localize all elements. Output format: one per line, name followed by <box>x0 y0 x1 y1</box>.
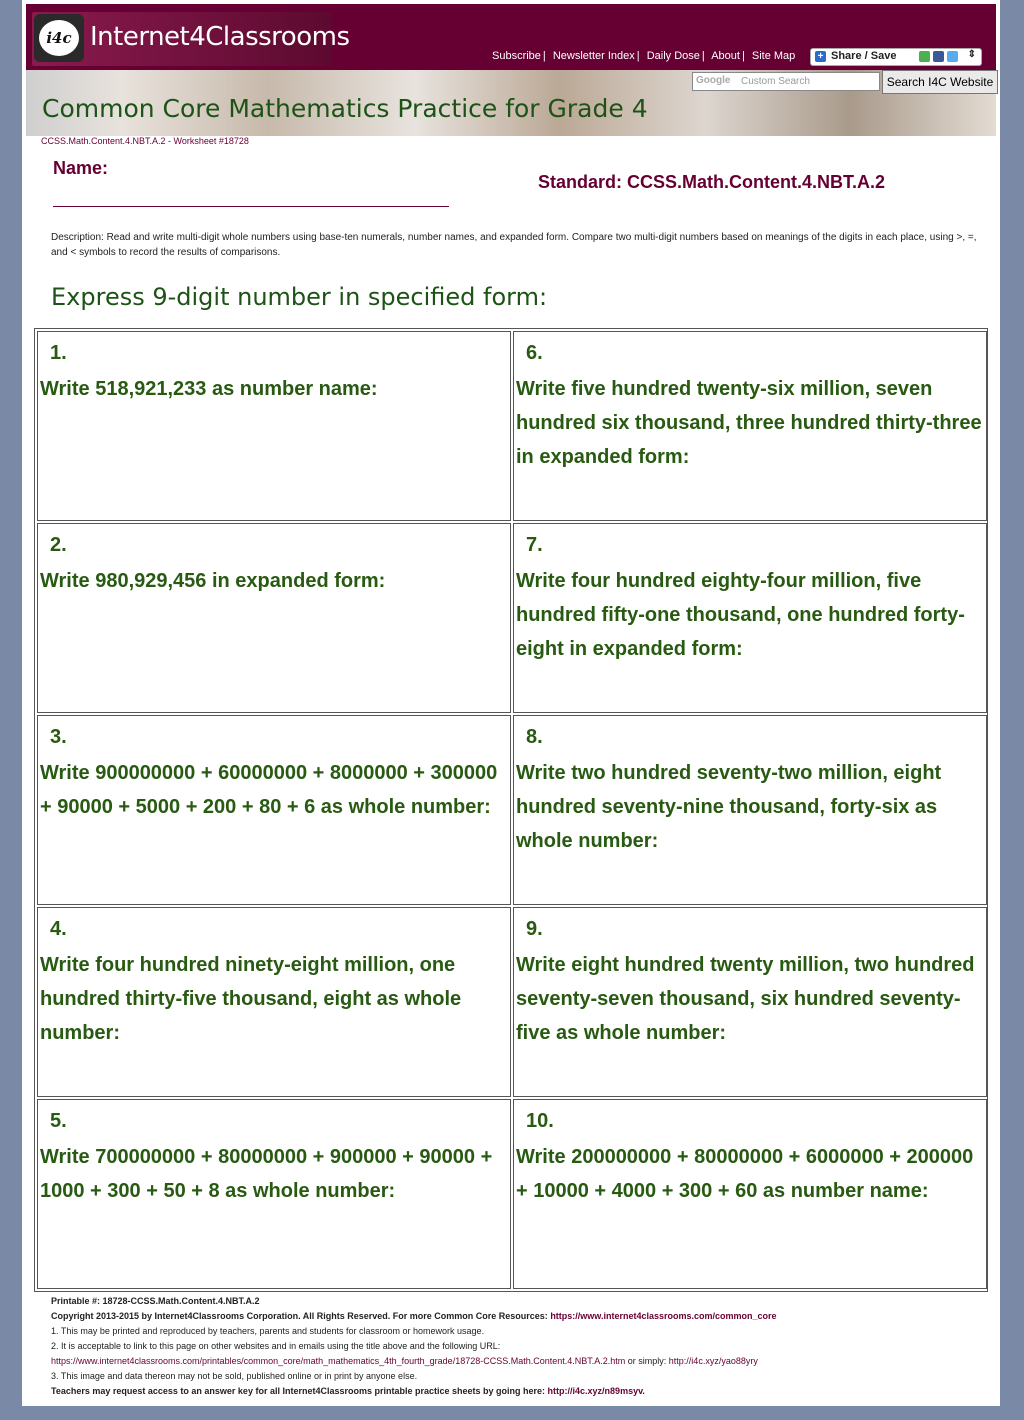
worksheet-page <box>22 0 1000 1406</box>
question-text: Write 900000000 + 60000000 + 8000000 + 300000 + 90000 + 5000 + 200 + 80 + 6 as whole number: <box>40 762 498 818</box>
question-cell <box>513 907 987 1097</box>
question-number: 3. <box>50 726 67 748</box>
question-text: Write four hundred eighty-four million, five hundred fifty-one thousand, one hundred forty-eight in expanded form: <box>516 570 965 660</box>
copyright-line: Copyright 2013-2015 by Internet4Classrooms Corporation. All Rights Reserved. For more Common Core Resources: https://www.internet4classrooms.com/common_core <box>51 1311 777 1321</box>
description: Description: Read and write multi-digit whole numbers using base-ten numerals, number names, and expanded form. Compare two multi-digit numbers based on meanings of the digits in each place, using >, =, and < symbols to record the results of comparisons. <box>51 232 977 258</box>
question-cell <box>513 523 987 713</box>
question-cell <box>37 907 511 1097</box>
chevron-updown-icon[interactable]: ⇕ <box>967 49 976 60</box>
answer-key-link[interactable]: http://i4c.xyz/n89msyv. <box>547 1386 645 1396</box>
worksheet-heading: Express 9-digit number in specified form: <box>51 283 548 311</box>
i4c-logo-icon: i4c <box>34 14 84 62</box>
name-label: Name: <box>53 158 109 178</box>
banner <box>26 70 996 136</box>
facebook-icon[interactable] <box>933 51 944 62</box>
question-number: 6. <box>526 342 543 364</box>
footer-note-1: 1. This may be printed and reproduced by teachers, parents and students for classroom or homework usage. <box>51 1326 485 1336</box>
worksheet-url-link[interactable]: https://www.internet4classrooms.com/printables/common_core/math_mathematics_4th_fourth_grade/18728-CCSS.Math.Content.4.NBT.A.2.htm <box>51 1356 626 1366</box>
url-line: https://www.internet4classrooms.com/printables/common_core/math_mathematics_4th_fourth_grade/18728-CCSS.Math.Content.4.NBT.A.2.htm or simply: http://i4c.xyz/yao88yry <box>51 1356 758 1366</box>
question-text: Write 518,921,233 as number name: <box>40 378 378 400</box>
printable-number: Printable #: 18728-CCSS.Math.Content.4.NBT.A.2 <box>51 1296 260 1306</box>
page-title: Common Core Mathematics Practice for Grade 4 <box>42 94 648 123</box>
search-button[interactable]: Search I4C Website <box>882 70 998 94</box>
question-number: 1. <box>50 342 67 364</box>
question-grid <box>34 328 988 1292</box>
question-cell <box>37 331 511 521</box>
question-text: Write four hundred ninety-eight million, one hundred thirty-five thousand, eight as whole number: <box>40 954 462 1044</box>
common-core-link[interactable]: https://www.internet4classrooms.com/common_core <box>550 1311 777 1321</box>
short-url-link[interactable]: http://i4c.xyz/yao88yry <box>668 1356 758 1366</box>
site-logo[interactable] <box>32 12 350 66</box>
search-input[interactable] <box>692 72 880 91</box>
question-cell <box>513 331 987 521</box>
site-header <box>26 4 996 70</box>
question-cell <box>37 1099 511 1289</box>
footer-note-2: 2. It is acceptable to link to this page on other websites and in emails using the title above and the following URL: <box>51 1341 501 1351</box>
question-cell <box>513 715 987 905</box>
nav-about[interactable]: About <box>711 50 740 62</box>
question-text: Write 980,929,456 in expanded form: <box>40 570 386 592</box>
question-cell <box>37 523 511 713</box>
standard-label: Standard: CCSS.Math.Content.4.NBT.A.2 <box>538 172 886 192</box>
question-cell <box>513 1099 987 1289</box>
question-number: 9. <box>526 918 543 940</box>
plus-icon: + <box>815 51 826 62</box>
question-text: Write five hundred twenty-six million, seven hundred six thousand, three hundred thirty-three in expanded form: <box>516 378 982 468</box>
logo-text: Internet4Classrooms <box>90 22 350 52</box>
email-share-icon[interactable] <box>919 51 930 62</box>
top-nav: Subscribe | Newsletter Index | Daily Dose | About | Site Map <box>492 50 796 62</box>
google-logo-icon: Google <box>696 75 731 86</box>
question-text: Write two hundred seventy-two million, eight hundred seventy-nine thousand, forty-six as whole number: <box>516 762 942 852</box>
question-cell <box>37 715 511 905</box>
footer-note-3: 3. This image and data thereon may not be sold, published online or in print by anyone else. <box>51 1371 418 1381</box>
question-number: 2. <box>50 534 67 556</box>
nav-site-map[interactable]: Site Map <box>751 50 796 62</box>
share-label: Share / Save <box>831 50 897 62</box>
question-text: Write eight hundred twenty million, two hundred seventy-seven thousand, six hundred seventy-five as whole number: <box>516 954 975 1044</box>
question-text: Write 200000000 + 80000000 + 6000000 + 200000 + 10000 + 4000 + 300 + 60 as number name: <box>516 1146 974 1202</box>
answer-key-line: Teachers may request access to an answer key for all Internet4Classrooms printable practice sheets by going here: http://i4c.xyz/n89msyv. <box>51 1386 645 1396</box>
question-text: Write 700000000 + 80000000 + 900000 + 90000 + 1000 + 300 + 50 + 8 as whole number: <box>40 1146 493 1202</box>
question-number: 5. <box>50 1110 67 1132</box>
share-save-button[interactable] <box>810 48 982 66</box>
question-number: 7. <box>526 534 543 556</box>
breadcrumb[interactable]: CCSS.Math.Content.4.NBT.A.2 - Worksheet #18728 <box>41 136 249 146</box>
nav-subscribe[interactable]: Subscribe <box>492 50 541 62</box>
question-number: 8. <box>526 726 543 748</box>
question-number: 10. <box>526 1110 554 1132</box>
search-placeholder: Custom Search <box>741 76 810 87</box>
nav-newsletter-index[interactable]: Newsletter Index <box>552 50 635 62</box>
twitter-icon[interactable] <box>947 51 958 62</box>
footer <box>51 1294 991 1399</box>
nav-daily-dose[interactable]: Daily Dose <box>646 50 700 62</box>
name-line <box>53 206 449 207</box>
question-number: 4. <box>50 918 67 940</box>
